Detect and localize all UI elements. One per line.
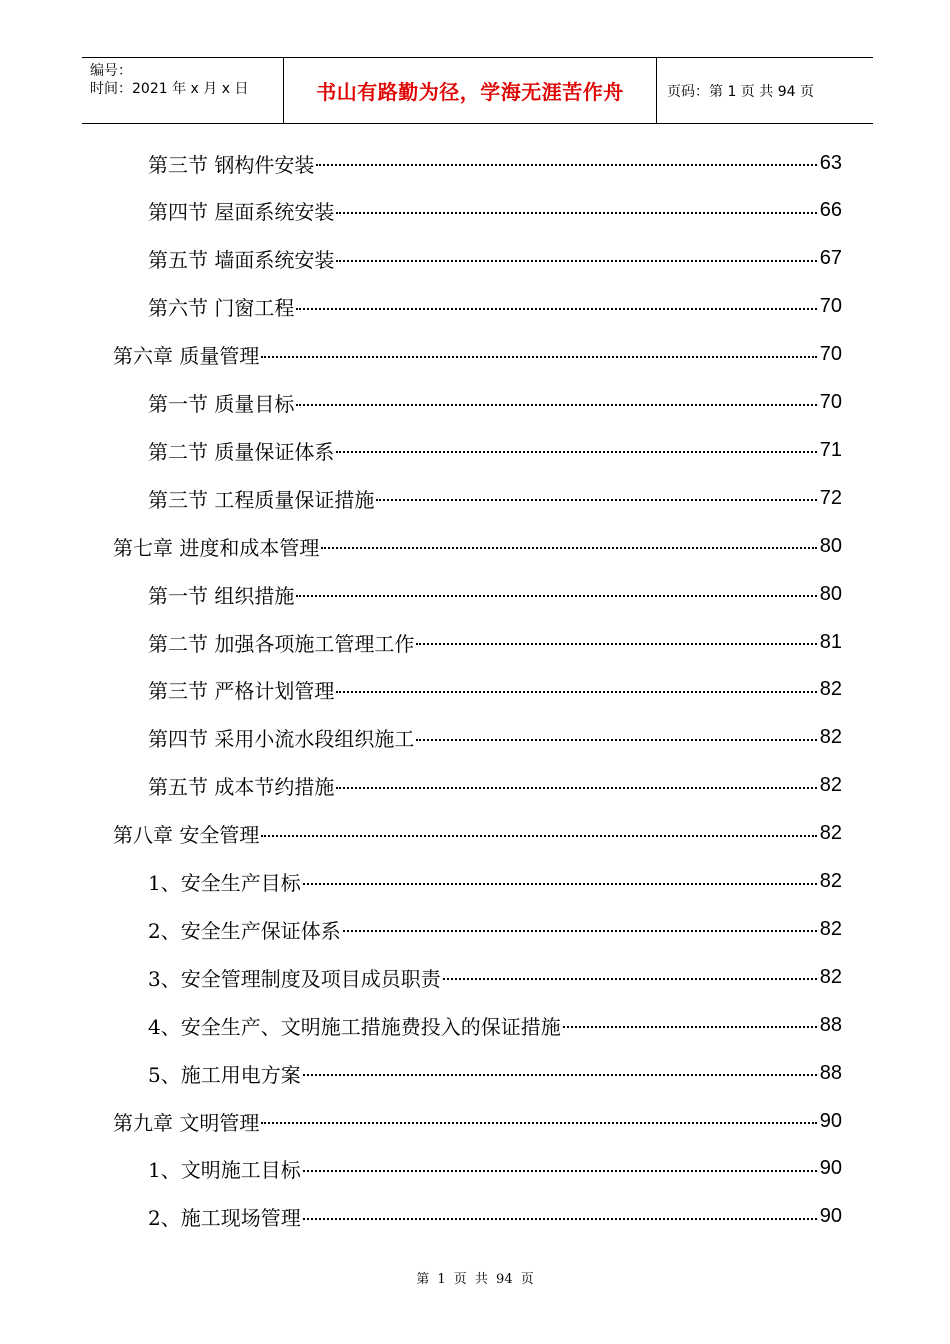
- toc-entry-title: 1、安全生产目标: [148, 871, 301, 895]
- toc-entry[interactable]: [148, 675, 842, 705]
- toc-dot-leader: [261, 340, 816, 370]
- toc-entry-page-number: 80: [819, 534, 842, 557]
- toc-dot-leader: [261, 1106, 816, 1136]
- toc-entry[interactable]: [148, 914, 842, 944]
- toc-entry-title: 第五节 墙面系统安装: [148, 248, 335, 273]
- toc-dot-leader: [443, 962, 817, 992]
- toc-entry-page-number: 71: [819, 438, 842, 461]
- toc-dot-leader: [376, 483, 816, 513]
- toc-entry-page-number: 80: [819, 582, 842, 605]
- toc-dot-leader: [563, 1010, 817, 1040]
- toc-entry-title: 第三节 钢构件安装: [148, 152, 315, 177]
- toc-entry-title: 第七章 进度和成本管理: [113, 535, 320, 560]
- toc-dot-leader: [316, 148, 816, 178]
- toc-entry-page-number: 88: [819, 1013, 842, 1036]
- toc-entry-page-number: 70: [819, 343, 842, 366]
- document-header: [82, 57, 873, 124]
- document-number-label: 编号：: [90, 63, 132, 79]
- toc-entry-page-number: 82: [819, 870, 842, 892]
- toc-entry-title: 第六章 质量管理: [113, 344, 260, 369]
- toc-entry-title: 第一节 组织措施: [148, 583, 295, 608]
- toc-entry-page-number: 90: [819, 1205, 842, 1228]
- header-motto: 书山有路勤为径，学海无涯苦作舟: [284, 58, 657, 123]
- toc-dot-leader: [416, 723, 816, 753]
- toc-entry-page-number: 70: [819, 295, 842, 318]
- toc-entry[interactable]: [148, 435, 842, 465]
- toc-entry-title: 第五节 成本节约措施: [148, 775, 335, 800]
- toc-entry-page-number: 70: [819, 391, 842, 413]
- toc-entry-title: 2、安全生产保证体系: [148, 918, 341, 943]
- toc-entry-page-number: 82: [819, 774, 842, 797]
- toc-entry-page-number: 72: [819, 486, 842, 509]
- toc-entry-title: 第八章 安全管理: [113, 823, 260, 848]
- toc-entry[interactable]: [148, 1058, 842, 1088]
- toc-dot-leader: [303, 867, 817, 897]
- toc-entry-title: 第二节 质量保证体系: [148, 439, 335, 464]
- toc-entry-title: 第四节 屋面系统安装: [148, 200, 335, 225]
- toc-entry[interactable]: [148, 148, 842, 178]
- toc-entry[interactable]: [148, 1202, 842, 1232]
- toc-entry-title: 第一节 质量目标: [148, 392, 295, 416]
- toc-entry-page-number: 82: [819, 917, 842, 940]
- toc-dot-leader: [303, 1154, 817, 1184]
- toc-entry-title: 3、安全管理制度及项目成员职责: [148, 966, 441, 991]
- toc-dot-leader: [343, 914, 817, 944]
- header-page-info: 页码：第 1 页 共 94 页: [667, 83, 814, 100]
- toc-entry-title: 第三节 严格计划管理: [148, 679, 335, 704]
- toc-entry-title: 2、施工现场管理: [148, 1206, 301, 1231]
- toc-entry[interactable]: [148, 196, 842, 226]
- toc-dot-leader: [296, 388, 816, 418]
- toc-entry-page-number: 63: [819, 151, 842, 174]
- toc-dot-leader: [321, 531, 816, 561]
- toc-entry[interactable]: [148, 292, 842, 322]
- toc-entry[interactable]: [148, 771, 842, 801]
- toc-entry-page-number: 66: [819, 199, 842, 222]
- toc-entry-title: 第二节 加强各项施工管理工作: [148, 631, 415, 656]
- header-meta: [82, 58, 284, 123]
- toc-entry-title: 5、施工用电方案: [148, 1062, 301, 1087]
- page-footer: 第 1 页 共 94 页: [416, 1272, 534, 1287]
- toc-entry-title: 4、安全生产、文明施工措施费投入的保证措施: [148, 1014, 561, 1039]
- toc-entry-page-number: 90: [819, 1109, 842, 1132]
- toc-entry[interactable]: [148, 579, 842, 609]
- toc-entry[interactable]: [148, 244, 842, 274]
- toc-dot-leader: [336, 244, 816, 274]
- toc-entry[interactable]: [113, 340, 842, 370]
- toc-dot-leader: [416, 627, 816, 657]
- toc-entry-page-number: 82: [819, 822, 842, 845]
- toc-entry-page-number: 82: [819, 678, 842, 701]
- toc-entry-page-number: 82: [819, 965, 842, 988]
- toc-dot-leader: [303, 1202, 817, 1232]
- toc-entry[interactable]: [148, 723, 842, 753]
- toc-entry-page-number: 90: [819, 1157, 842, 1180]
- toc-entry[interactable]: [148, 1010, 842, 1040]
- toc-entry-title: 第三节 工程质量保证措施: [148, 487, 375, 512]
- toc-entry-page-number: 82: [819, 726, 842, 749]
- toc-entry[interactable]: [113, 531, 842, 561]
- toc-entry-title: 第六节 门窗工程: [148, 296, 295, 321]
- toc-dot-leader: [261, 819, 816, 849]
- toc-dot-leader: [303, 1058, 817, 1088]
- document-time-label: 时间：2021 年 x 月 x 日: [90, 81, 249, 97]
- toc-dot-leader: [336, 435, 816, 465]
- toc-entry[interactable]: [148, 483, 842, 513]
- toc-entry-page-number: 81: [819, 630, 842, 653]
- toc-entry-title: 第九章 文明管理: [113, 1110, 260, 1135]
- toc-entry-page-number: 67: [819, 247, 842, 270]
- toc-dot-leader: [336, 196, 816, 226]
- toc-entry[interactable]: [148, 388, 842, 418]
- toc-entry[interactable]: [148, 867, 842, 897]
- toc-entry[interactable]: [113, 819, 842, 849]
- toc-entry-title: 第四节 采用小流水段组织施工: [148, 727, 415, 752]
- toc-dot-leader: [336, 675, 816, 705]
- toc-entry-title: 1、文明施工目标: [148, 1158, 301, 1183]
- toc-dot-leader: [336, 771, 816, 801]
- toc-dot-leader: [296, 579, 816, 609]
- toc-dot-leader: [296, 292, 816, 322]
- toc-entry[interactable]: [148, 962, 842, 992]
- toc-entry[interactable]: [148, 1154, 842, 1184]
- toc-entry[interactable]: [148, 627, 842, 657]
- toc-entry-page-number: 88: [819, 1061, 842, 1084]
- toc-entry[interactable]: [113, 1106, 842, 1136]
